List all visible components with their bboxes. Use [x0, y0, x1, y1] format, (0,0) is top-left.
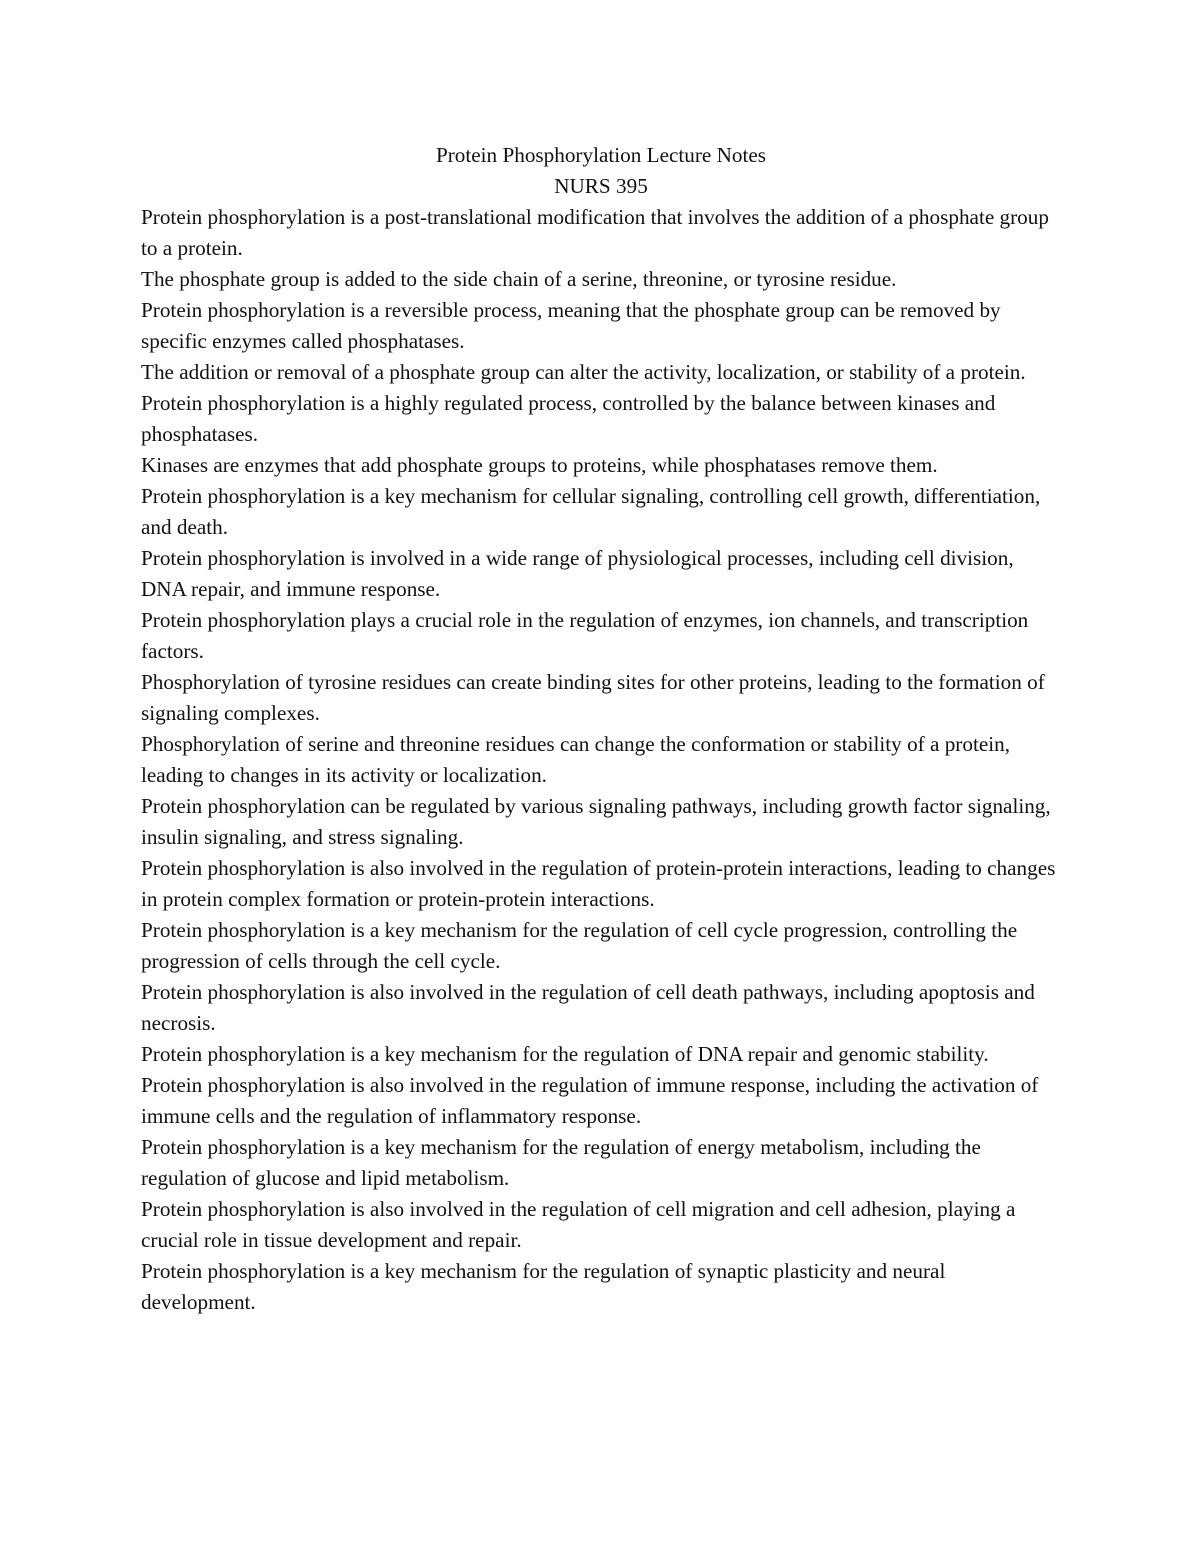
- paragraph: Protein phosphorylation is also involved in the regulation of cell migration and cell adhesion, playing a crucial role in tissue development and repair.: [141, 1197, 1016, 1252]
- paragraph: Protein phosphorylation is also involved in the regulation of protein-protein interactions, leading to changes in protein complex formation or protein-protein interactions.: [141, 856, 1056, 911]
- document-body: [141, 140, 1061, 1318]
- paragraph: Kinases are enzymes that add phosphate groups to proteins, while phosphatases remove them.: [141, 453, 938, 477]
- paragraph: Protein phosphorylation is a reversible process, meaning that the phosphate group can be removed by specific enzymes called phosphatases.: [141, 298, 1001, 353]
- paragraph: Protein phosphorylation is a key mechanism for the regulation of energy metabolism, including the regulation of glucose and lipid metabolism.: [141, 1135, 981, 1190]
- paragraph: Protein phosphorylation is a key mechanism for the regulation of DNA repair and genomic stability.: [141, 1042, 989, 1066]
- paragraph: Protein phosphorylation is involved in a wide range of physiological processes, including cell division, DNA repair, and immune response.: [141, 546, 1014, 601]
- paragraph: Protein phosphorylation is also involved in the regulation of cell death pathways, including apoptosis and necrosis.: [141, 980, 1035, 1035]
- paragraph: Protein phosphorylation is a highly regulated process, controlled by the balance between kinases and phosphatases.: [141, 391, 996, 446]
- paragraph: The addition or removal of a phosphate group can alter the activity, localization, or stability of a protein.: [141, 360, 1026, 384]
- paragraph: Protein phosphorylation is a post-translational modification that involves the addition of a phosphate group to a protein.: [141, 205, 1049, 260]
- document-title: Protein Phosphorylation Lecture Notes: [435, 143, 767, 167]
- paragraph: Phosphorylation of tyrosine residues can create binding sites for other proteins, leading to the formation of signaling complexes.: [141, 670, 1045, 725]
- paragraph: Protein phosphorylation is a key mechanism for the regulation of cell cycle progression, controlling the progression of cells through the cell cycle.: [141, 918, 1018, 973]
- paragraph-list: [141, 202, 1061, 1318]
- paragraph: Protein phosphorylation is a key mechanism for cellular signaling, controlling cell growth, differentiation, and death.: [141, 484, 1041, 539]
- paragraph: Phosphorylation of serine and threonine residues can change the conformation or stability of a protein, leading to changes in its activity or localization.: [141, 732, 1011, 787]
- paragraph: Protein phosphorylation is a key mechanism for the regulation of synaptic plasticity and neural development.: [141, 1259, 946, 1314]
- paragraph: Protein phosphorylation plays a crucial role in the regulation of enzymes, ion channels, and transcription factors.: [141, 608, 1029, 663]
- paragraph: The phosphate group is added to the side chain of a serine, threonine, or tyrosine residue.: [141, 267, 897, 291]
- paragraph: Protein phosphorylation is also involved in the regulation of immune response, including the activation of immune cells and the regulation of inflammatory response.: [141, 1073, 1039, 1128]
- course-code: NURS 395: [554, 174, 648, 198]
- paragraph: Protein phosphorylation can be regulated by various signaling pathways, including growth factor signaling, insulin signaling, and stress signaling.: [141, 794, 1051, 849]
